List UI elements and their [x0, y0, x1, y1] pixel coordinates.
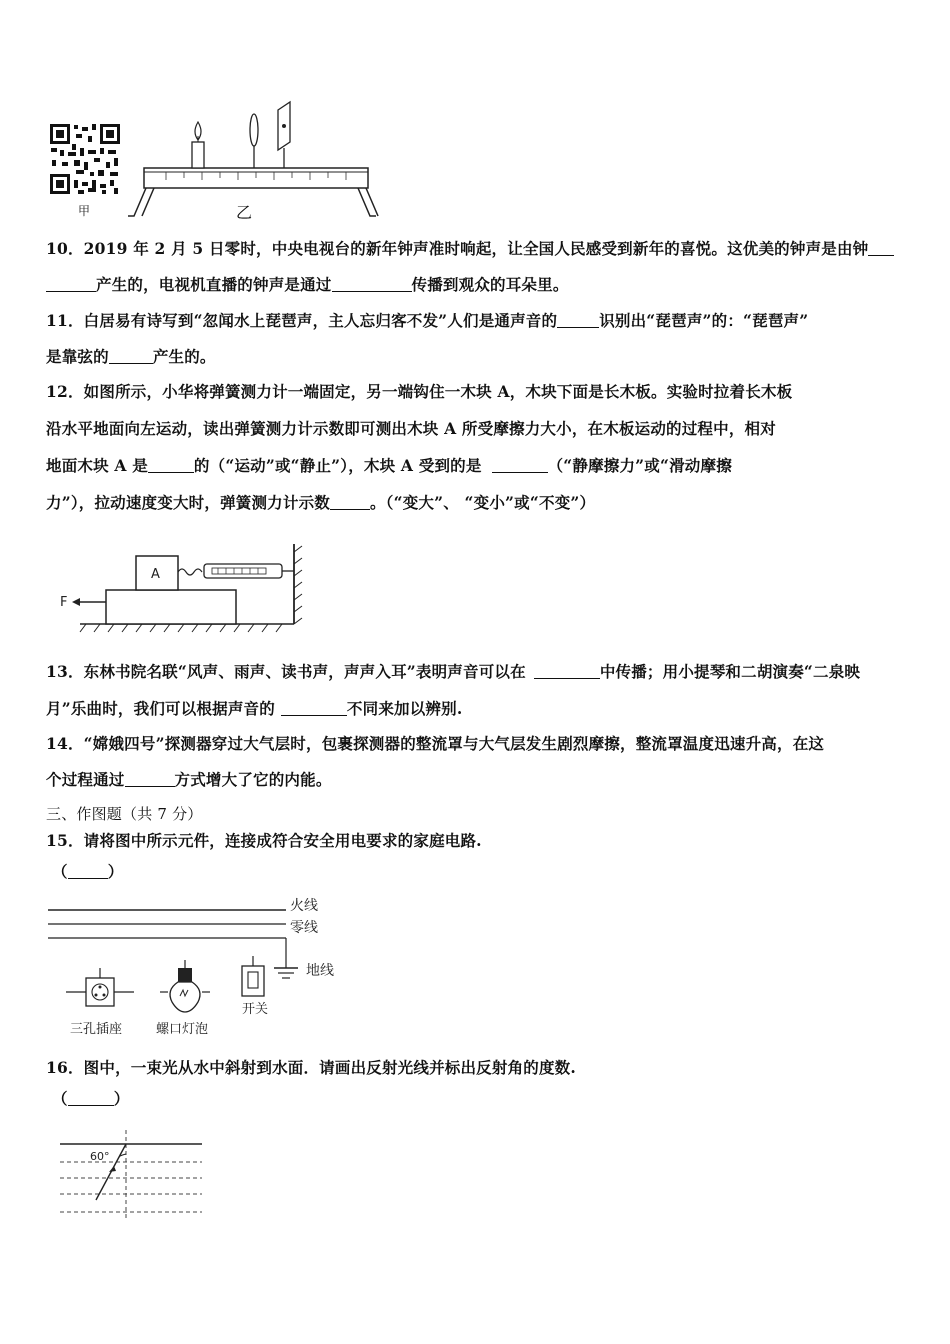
fig-force-label: F: [60, 595, 68, 610]
q14-blank-1[interactable]: [125, 771, 175, 788]
q10-blank-2[interactable]: [332, 276, 412, 293]
q14-line2: 个过程通过 方式增大了它的内能。: [46, 770, 332, 789]
label-neutral-wire: 零线: [290, 920, 318, 936]
label-socket: 三孔插座: [70, 1022, 123, 1037]
q11-blank-2[interactable]: [109, 348, 153, 365]
q13-blank-1[interactable]: [534, 663, 600, 680]
label-ground-wire: 地线: [306, 963, 334, 979]
optical-bench-figure: [126, 96, 388, 220]
q13-blank-2[interactable]: [281, 700, 347, 717]
label-bulb: 螺口灯泡: [156, 1022, 209, 1037]
q11-line2: 是靠弦的 产生的。: [46, 347, 216, 366]
q11-line1: 11．白居易有诗写到“忽闻水上琵琶声，主人忘归客不发”人们是通声音的 识别出“琵琶声”的：“琵琶声”: [46, 311, 809, 330]
q13-line1: 13．东林书院名联“风声、雨声、读书声，声声入耳”表明声音可以在 中传播；用小提琴和二胡演奏“二泉映: [46, 662, 861, 681]
fig-block-label: A: [151, 567, 160, 582]
q16-answer-area[interactable]: （ ）: [52, 1089, 130, 1108]
angle-label: 60°: [90, 1150, 110, 1163]
friction-figure: [56, 538, 310, 636]
qr-code: [48, 122, 122, 196]
refraction-figure: [56, 1126, 206, 1222]
figure-label-right: 乙: [236, 203, 253, 222]
q12-blank-2[interactable]: [492, 457, 548, 474]
q15-answer-area[interactable]: （ ）: [52, 862, 124, 881]
q14-line1: 14．“嫦娥四号”探测器穿过大气层时，包裹探测器的整流罩与大气层发生剧烈摩擦，整流罩温度迅速升高，在这: [46, 734, 825, 753]
q11-blank-1[interactable]: [557, 312, 599, 329]
q10-line2: 产生的，电视机直播的钟声是通过 传播到观众的耳朵里。: [46, 273, 569, 295]
section-title: 三、作图题（共 7 分）: [46, 805, 203, 823]
q10-line1: 10．2019 年 2 月 5 日零时，中央电视台的新年钟声准时响起，让全国人民感受到新年的喜悦。这优美的钟声是由钟: [46, 237, 894, 259]
q10-blank-1[interactable]: [46, 276, 96, 293]
q12-line4: 力”），拉动速度变大时，弹簧测力计示数 。（“变大”、 “变小”或“不变”）: [46, 493, 596, 512]
q13-line2: 月”乐曲时，我们可以根据声音的 不同来加以辨别.: [46, 699, 463, 718]
label-switch: 开关: [242, 1002, 269, 1017]
label-live-wire: 火线: [290, 898, 318, 914]
q15-question: 15．请将图中所示元件，连接成符合安全用电要求的家庭电路.: [46, 831, 482, 850]
q12-line2: 沿水平地面向左运动，读出弹簧测力计示数即可测出木块 A 所受摩擦力大小，在木板运动的过程中，相对: [46, 419, 776, 438]
q16-question: 16．图中，一束光从水中斜射到水面．请画出反射光线并标出反射角的度数.: [46, 1058, 576, 1077]
figure-label-left: 甲: [78, 204, 91, 218]
q12-line1: 12．如图所示，小华将弹簧测力计一端固定，另一端钩住一木块 A，木块下面是长木板。实验时拉着长木板: [46, 382, 793, 401]
q12-blank-3[interactable]: [330, 494, 370, 511]
q12-blank-1[interactable]: [148, 457, 194, 474]
q12-line3: 地面木块 A 是 的（“运动”或“静止”），木块 A 受到的是 （“静摩擦力”或“滑动摩擦: [46, 456, 732, 475]
